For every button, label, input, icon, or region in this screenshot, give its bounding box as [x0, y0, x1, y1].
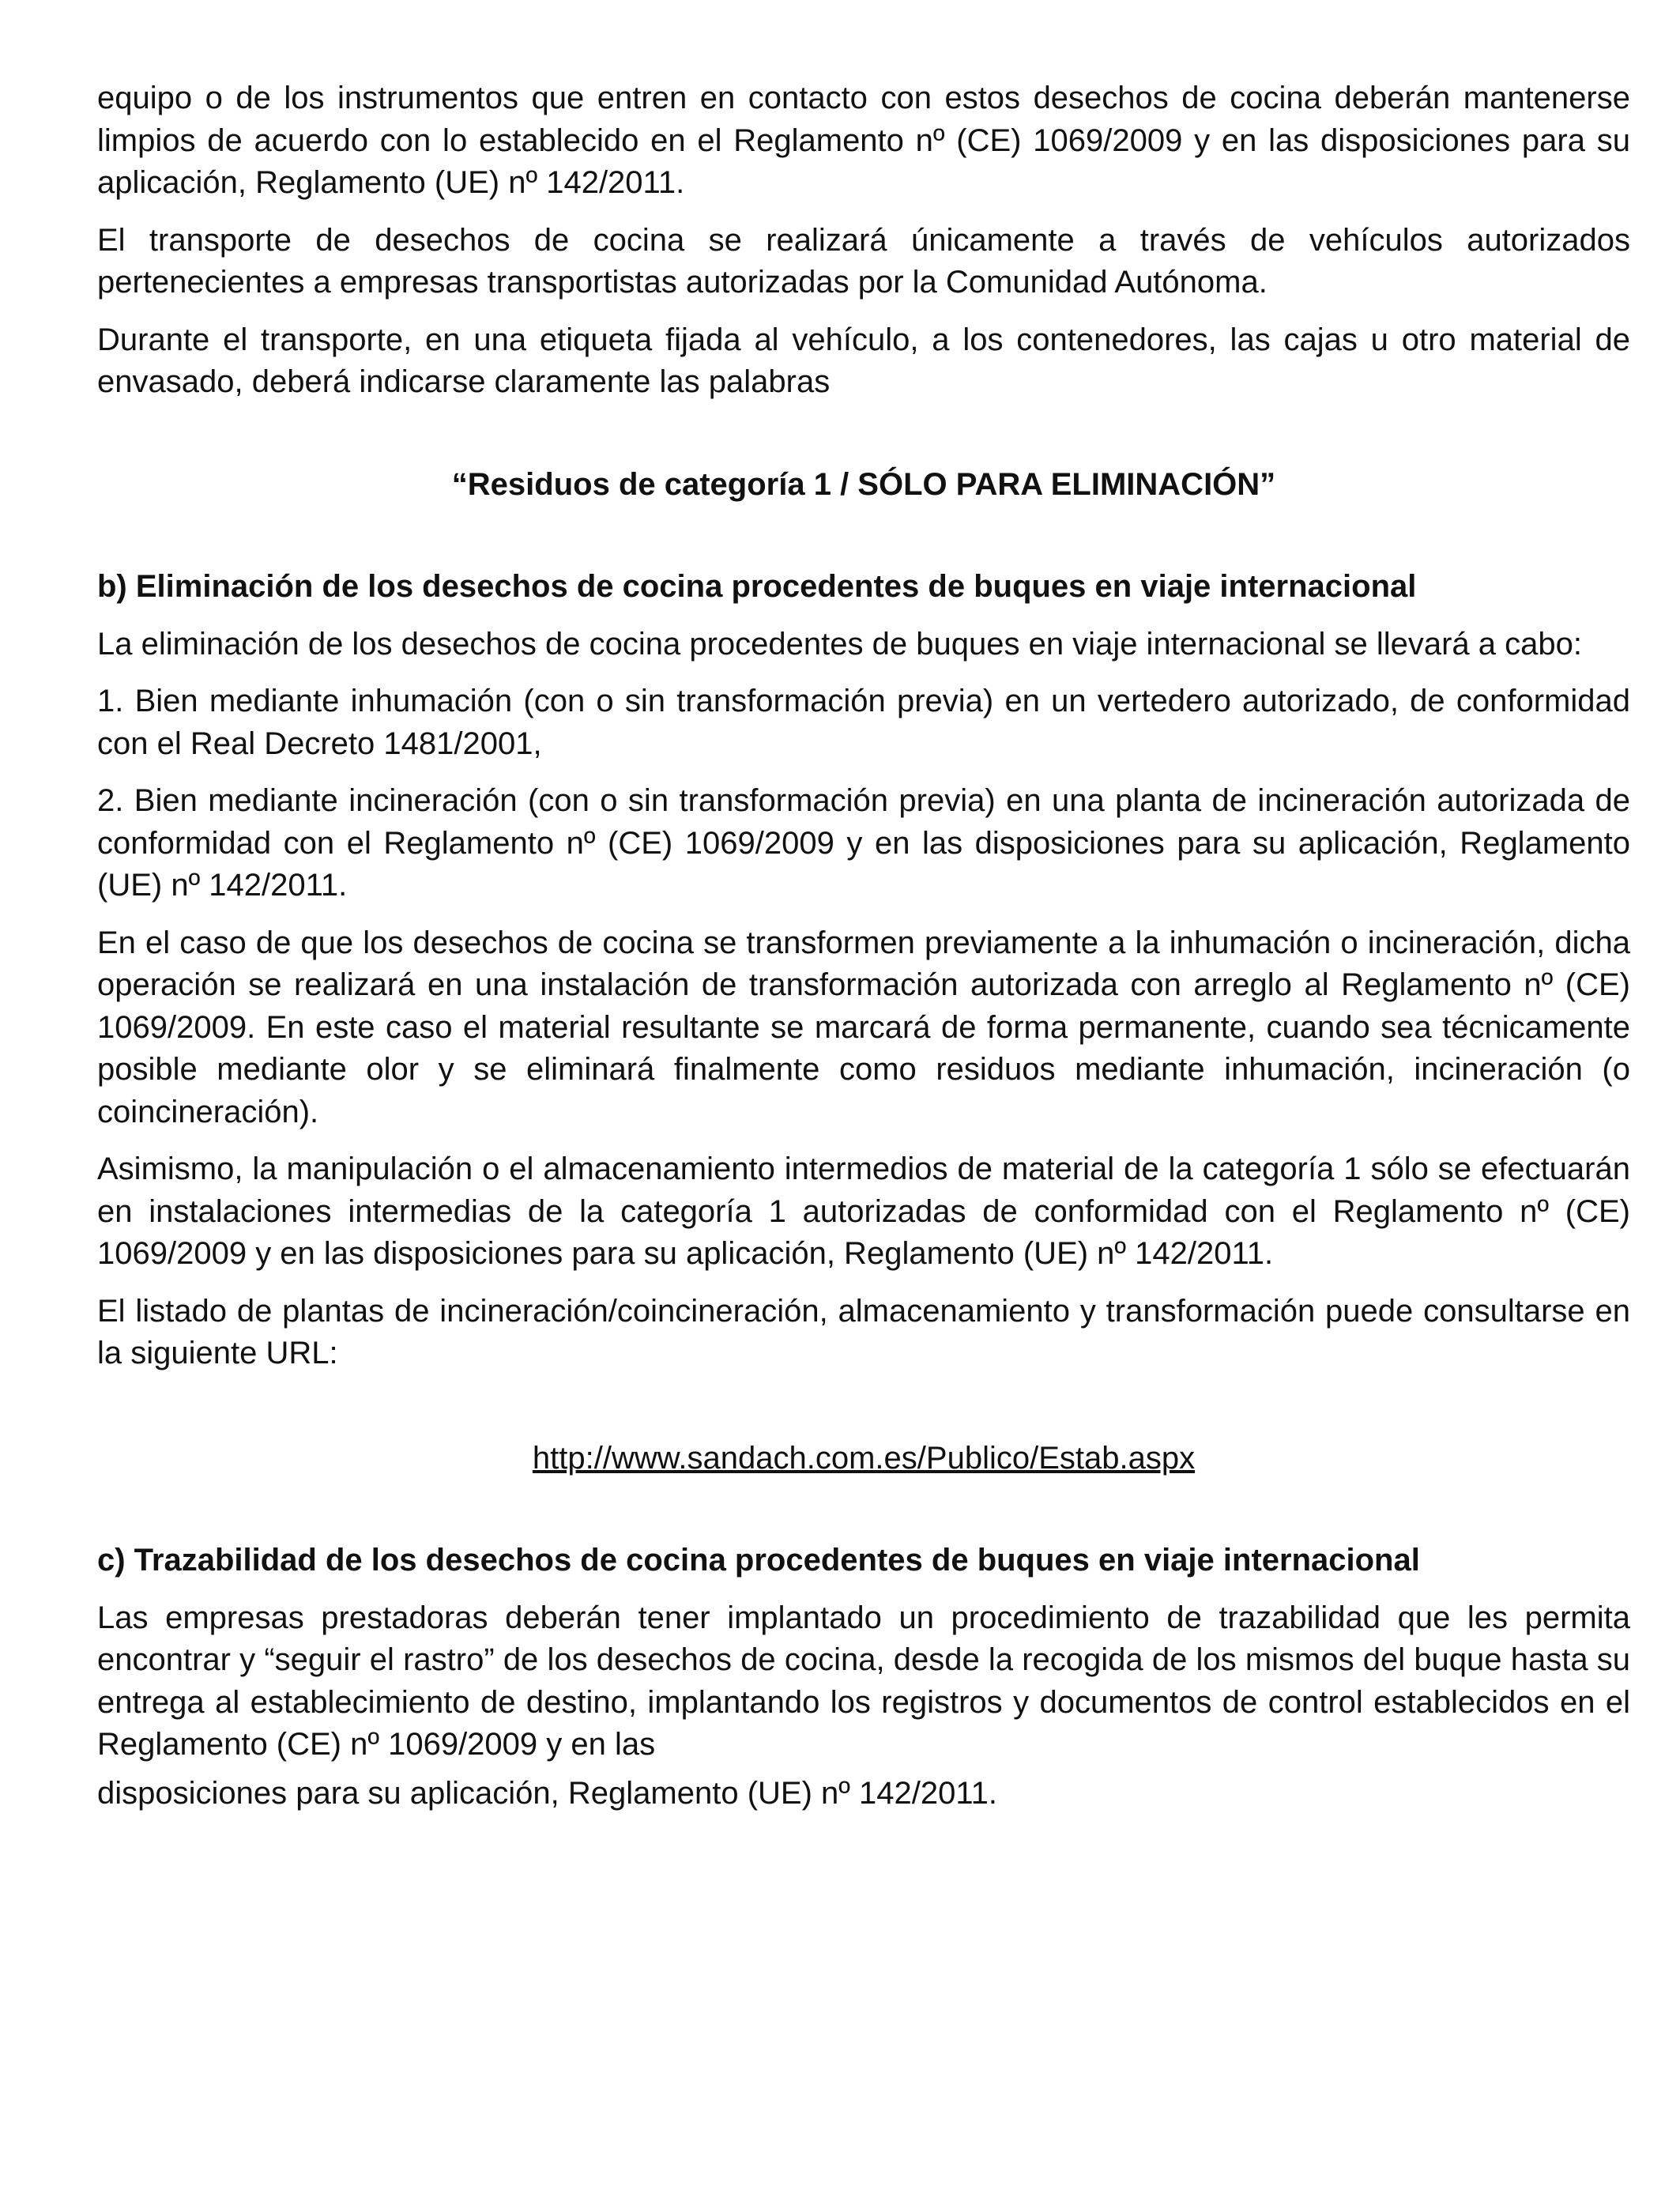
paragraph-traceability	[97, 1597, 1630, 1815]
paragraph-equipment-cleaning: equipo o de los instrumentos que entren en contacto con estos desechos de cocina deberán mantenerse limpios de acuerdo con lo establecido en el Reglamento nº (CE) 1069/2009 y en las disposiciones para su aplicación, Reglamento (UE) nº 142/2011.	[97, 81, 1630, 200]
sandach-url-link[interactable]: http://www.sandach.com.es/Publico/Estab.aspx	[532, 1440, 1196, 1476]
paragraph-transport-vehicles: El transporte de desechos de cocina se realizará únicamente a través de vehículos autorizados pertenecientes a empresas transportistas autorizadas por la Comunidad Autónoma.	[97, 222, 1630, 300]
paragraph-prior-transformation: En el caso de que los desechos de cocina se transformen previamente a la inhumación o incineración, dicha operación se realizará en una instalación de transformación autorizada con arreglo al Reglamento nº (CE) 1069/2009. En este caso el material resultante se marcará de forma permanente, cuando sea técnicamente posible mediante olor y se eliminará finalmente como residuos mediante inhumación, incineración (o coincineración).	[97, 925, 1630, 1129]
category-label-text: “Residuos de categoría 1 / SÓLO PARA ELIMINACIÓN”	[451, 466, 1276, 502]
paragraph-traceability-end: disposiciones para su aplicación, Reglamento (UE) nº 142/2011.	[97, 1775, 997, 1811]
paragraph-elimination-intro: La eliminación de los desechos de cocina procedentes de buques en viaje internacional se llevará a cabo:	[97, 626, 1583, 662]
paragraph-plant-listing: El listado de plantas de incineración/coincineración, almacenamiento y transformación puede consultarse en la siguiente URL:	[97, 1293, 1630, 1370]
paragraph-option-incineration: 2. Bien mediante incineración (con o sin transformación previa) en una planta de incineración autorizada de conformidad con el Reglamento nº (CE) 1069/2009 y en las disposiciones para su aplicación, Reglamento (UE) nº 142/2011.	[97, 783, 1630, 903]
section-c-heading: c) Trazabilidad de los desechos de cocina procedentes de buques en viaje internacional	[97, 1543, 1420, 1578]
url-line	[97, 1438, 1630, 1480]
paragraph-transport-label: Durante el transporte, en una etiqueta fijada al vehículo, a los contenedores, las cajas u otro material de envasado, deberá indicarse claramente las palabras	[97, 322, 1630, 399]
paragraph-traceability-main: Las empresas prestadoras deberán tener implantado un procedimiento de trazabilidad que les permita encontrar y “seguir el rastro” de los desechos de cocina, desde la recogida de los mismos del buque hasta su entrega al establecimiento de destino, implantando los registros y documentos de control establecidos en el Reglamento (CE) nº 1069/2009 y en las	[97, 1600, 1630, 1762]
paragraph-option-inhumation: 1. Bien mediante inhumación (con o sin transformación previa) en un vertedero autorizado, de conformidad con el Real Decreto 1481/2001,	[97, 684, 1630, 761]
paragraph-intermediate-storage: Asimismo, la manipulación o el almacenamiento intermedios de material de la categoría 1 sólo se efectuarán en instalaciones intermedias de la categoría 1 autorizadas de conformidad con el Reglamento nº (CE) 1069/2009 y en las disposiciones para su aplicación, Reglamento (UE) nº 142/2011.	[97, 1152, 1630, 1271]
section-b-heading: b) Eliminación de los desechos de cocina procedentes de buques en viaje internacional	[97, 569, 1417, 604]
document-page	[97, 77, 1630, 1830]
